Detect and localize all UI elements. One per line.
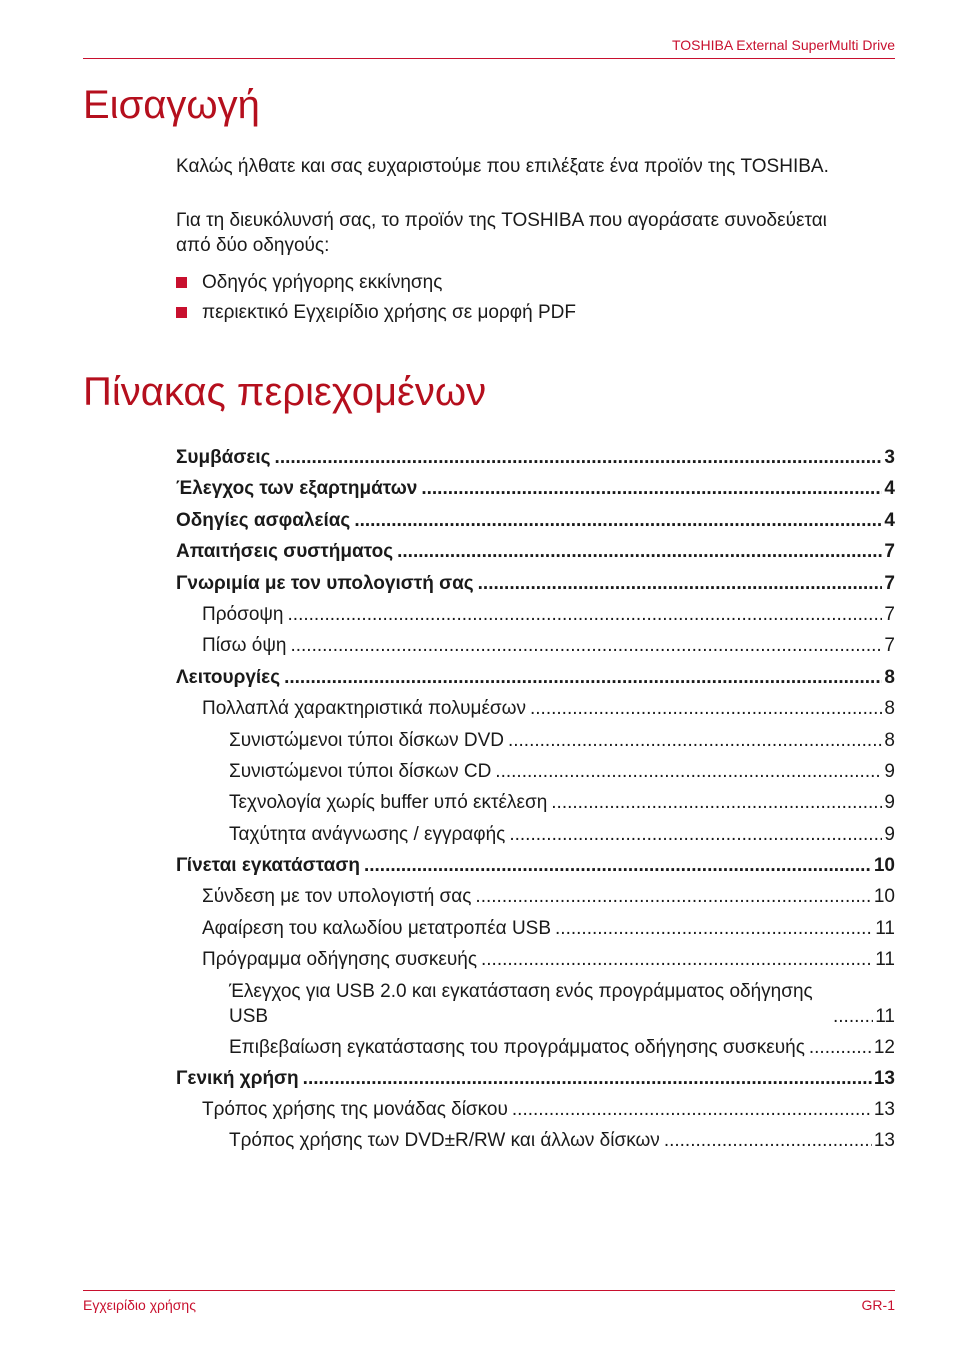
toc-entry[interactable] [176,979,895,1029]
list-item: Οδηγός γρήγορης εκκίνησης [176,270,576,300]
toc-leader-dots [275,445,883,470]
toc-entry[interactable] [176,1097,895,1122]
toc-entry-title: Ταχύτητα ανάγνωσης / εγγραφής [229,823,506,845]
toc-entry[interactable] [176,1128,895,1153]
toc-entry[interactable] [176,508,895,533]
toc-leader-dots [475,884,871,909]
toc-entry[interactable] [176,728,895,753]
toc-leader-dots [530,696,882,721]
toc-entry-title: Έλεγχος για USB 2.0 και εγκατάσταση ενός προγράμματος οδήγησης USB [229,980,813,1027]
toc-entry-page: 7 [884,541,895,563]
toc-entry-title: Απαιτήσεις συστήματος [176,541,394,563]
toc-entry[interactable] [176,853,895,878]
toc-leader-dots [397,539,882,564]
toc-entry-page: 8 [884,729,895,751]
toc-entry-page: 9 [884,792,895,814]
toc-entry-page: 11 [875,1005,895,1027]
toc-leader-dots [364,853,872,878]
toc-entry-title: Τεχνολογία χωρίς buffer υπό εκτέλεση [229,792,548,814]
toc-entry[interactable] [176,633,895,658]
intro-heading: Εισαγωγή [83,83,260,127]
toc-entry-title: Οδηγίες ασφαλείας [176,509,351,531]
toc-leader-dots [290,633,882,658]
toc-entry[interactable] [176,476,895,501]
toc-entry[interactable] [176,947,895,972]
toc-leader-dots [303,1066,872,1091]
toc-entry-title: Πίσω όψη [202,635,287,657]
toc-entry-page: 10 [873,886,895,908]
toc-entry-page: 11 [875,917,895,939]
toc-entry[interactable] [176,759,895,784]
toc-entry-page: 8 [884,698,895,720]
toc-entry[interactable] [176,445,895,470]
toc-entry[interactable] [176,790,895,815]
toc-entry-title: Έλεγχος των εξαρτημάτων [176,478,418,500]
toc-entry-title: Γενική χρήση [176,1067,299,1089]
toc-entry-page: 7 [884,635,895,657]
toc-entry-title: Τρόπος χρήσης της μονάδας δίσκου [202,1099,508,1121]
toc-entry-page: 13 [873,1099,895,1121]
toc-leader-dots [508,728,882,753]
toc-entry-page: 9 [884,823,895,845]
toc-entry-title: Επιβεβαίωση εγκατάστασης του προγράμματος οδήγησης συσκευής [229,1036,805,1058]
toc-entry-page: 12 [873,1036,895,1058]
toc-leader-dots [495,759,882,784]
toc-entry[interactable] [176,665,895,690]
toc-entry-title: Αφαίρεση του καλωδίου μετατροπέα USB [202,917,552,939]
toc-entry-title: Πολλαπλά χαρακτηριστικά πολυμέσων [202,698,526,720]
intro-paragraph-2: Για τη διευκόλυνσή σας, το προϊόν της TOSHIBA που αγοράσατε συνοδεύεται από δύο οδηγούς: [176,210,827,256]
toc-entry-title: Πρόγραμμα οδήγησης συσκευής [202,949,477,971]
toc-leader-dots [481,947,873,972]
toc-leader-dots [555,916,873,941]
toc-heading: Πίνακας περιεχομένων [83,370,487,414]
toc-entry-title: Γνωριμία με τον υπολογιστή σας [176,572,474,594]
toc-entry-page: 9 [884,760,895,782]
intro-paragraph-1: Καλώς ήλθατε και σας ευχαριστούμε που επιλέξατε ένα προϊόν της TOSHIBA. [176,156,829,177]
toc-leader-dots [284,665,882,690]
toc-leader-dots [809,1035,872,1060]
toc-leader-dots [288,602,883,627]
toc-entry-title: Συνιστώμενοι τύποι δίσκων DVD [229,729,504,751]
toc-leader-dots [833,1004,873,1029]
toc-entry-title: Τρόπος χρήσης των DVD±R/RW και άλλων δίσκων [229,1130,660,1152]
toc-entry[interactable] [176,571,895,596]
toc-entry-page: 13 [873,1067,895,1089]
toc-entry-page: 4 [884,478,895,500]
toc-leader-dots [478,571,883,596]
toc-entry-title: Πρόσοψη [202,603,284,625]
toc-entry-page: 4 [884,509,895,531]
toc-entry[interactable] [176,1066,895,1091]
table-of-contents [176,445,895,1160]
toc-entry-page: 3 [884,447,895,468]
toc-leader-dots [354,508,882,533]
toc-entry[interactable] [176,602,895,627]
toc-entry-page: 11 [875,949,895,971]
toc-entry-title: Σύνδεση με τον υπολογιστή σας [202,886,472,908]
toc-entry-page: 10 [873,855,895,877]
toc-entry-title: Λειτουργίες [176,666,281,688]
toc-leader-dots [421,476,882,501]
toc-entry-title: Συμβάσεις [176,447,271,468]
toc-entry[interactable] [176,822,895,847]
toc-entry[interactable] [176,539,895,564]
toc-leader-dots [509,822,882,847]
running-header: TOSHIBA External SuperMulti Drive [671,37,895,53]
guide-list [176,270,576,330]
header-rule [83,58,895,59]
toc-entry-page: 8 [884,666,895,688]
footer-manual-title: Εγχειρίδιο χρήσης [83,1297,196,1313]
toc-entry-title: Συνιστώμενοι τύποι δίσκων CD [229,760,492,782]
toc-entry-page: 13 [873,1130,895,1152]
toc-leader-dots [551,790,882,815]
page-number: GR-1 [861,1297,895,1313]
square-bullet-icon [176,307,187,318]
toc-entry-page: 7 [884,572,895,594]
toc-entry[interactable] [176,1035,895,1060]
toc-entry[interactable] [176,884,895,909]
toc-entry-page: 7 [884,603,895,625]
toc-entry-title: Γίνεται εγκατάσταση [176,855,360,877]
list-item: περιεκτικό Εγχειρίδιο χρήσης σε μορφή PDF [176,300,576,330]
toc-leader-dots [512,1097,872,1122]
footer-rule [83,1290,895,1291]
toc-entry[interactable] [176,916,895,941]
toc-entry[interactable] [176,696,895,721]
square-bullet-icon [176,277,187,288]
toc-leader-dots [664,1128,872,1153]
